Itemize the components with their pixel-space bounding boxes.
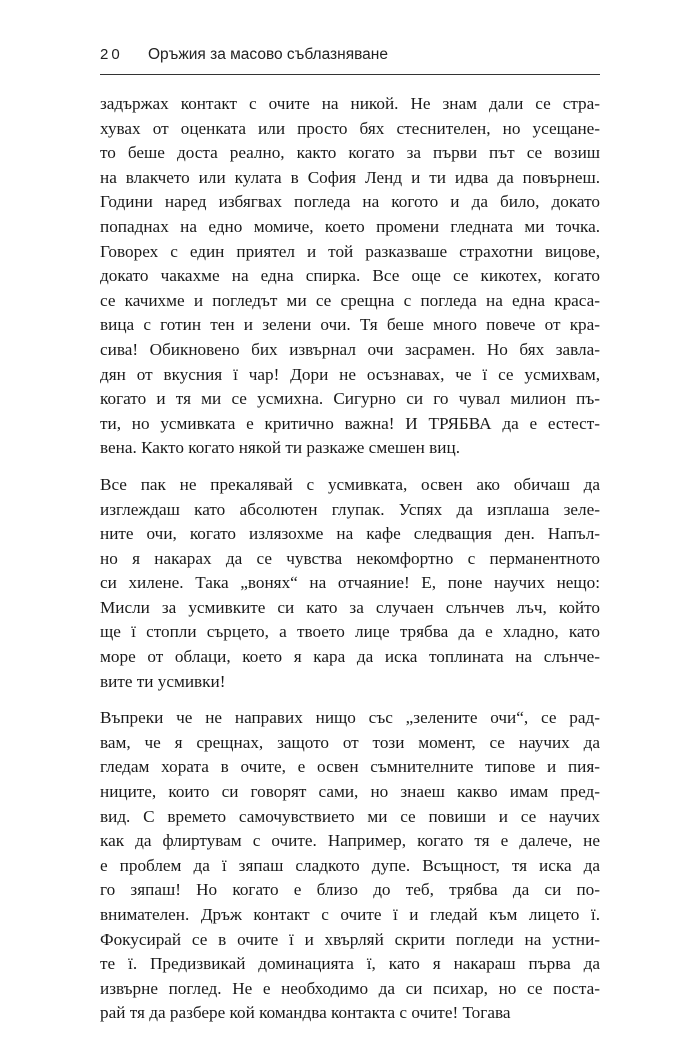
text-line: хувах от оценката или просто бях стеснителен, но усещане-	[100, 118, 600, 138]
text-line: ните очи, когато излязохме на кафе следващия ден. Напъл-	[100, 524, 600, 544]
text-line: извърне поглед. Не е необходимо да си психар, но се поста-	[100, 978, 600, 998]
paragraph	[100, 92, 600, 461]
text-line: ще ї стопли сърцето, а твоето лице трябва да е хладно, като	[100, 622, 600, 642]
text-line: вена. Както когато някой ти разкаже смешен виц.	[100, 438, 460, 458]
text-line: Все пак не прекалявай с усмивката, освен ако обичаш да	[100, 474, 600, 494]
text-line: си хилене. Така „вонях“ на отчаяние! Е, поне научих нещо:	[100, 573, 600, 593]
paragraph	[100, 706, 600, 1026]
paragraph	[100, 473, 600, 694]
text-line: го зяпаш! Но когато е близо до теб, трябва да си по-	[100, 880, 600, 900]
text-line: вица с готин тен и зелени очи. Тя беше много повече от кра-	[100, 315, 600, 335]
page-number: 20	[100, 46, 123, 63]
text-line: вам, че я срещнах, защото от този момент, се научих да	[100, 732, 600, 752]
text-line: Мисли за усмивките си като за случаен слънчев лъч, който	[100, 597, 600, 617]
text-line: гледам хората в очите, е освен съмнителните типове и пия-	[100, 757, 600, 777]
text-line: докато чакахме на една спирка. Все още се кикотех, когато	[100, 266, 600, 286]
running-title: Оръжия за масово съблазняване	[148, 46, 388, 63]
text-line: попаднах на едно момиче, което промени гледната ми точка.	[100, 216, 600, 236]
text-line: изглеждаш като абсолютен глупак. Успях да изплаша зеле-	[100, 499, 600, 519]
text-line: дян от вкусния ї чар! Дори не осъзнавах, че ї се усмихвам,	[100, 364, 600, 384]
text-line: сива! Обикновено бих извърнал очи засрамен. Но бях завла-	[100, 339, 600, 359]
text-line: се качихме и погледът ми се срещна с погледа на една краса-	[100, 290, 600, 310]
text-line: но я накарах да се чувства некомфортно с перманентното	[100, 548, 600, 568]
text-line: внимателен. Дръж контакт с очите ї и гледай към лицето ї.	[100, 905, 600, 924]
text-line: рай тя да разбере кой командва контакта с очите! Тогава	[100, 1003, 511, 1023]
text-line: как да флиртувам с очите. Например, когато тя е далече, не	[100, 831, 600, 851]
page-header	[100, 44, 600, 75]
text-line: на влакчето или кулата в София Ленд и ти идва да повърнеш.	[100, 167, 600, 187]
text-line: море от облаци, което я кара да иска топлината на слънче-	[100, 647, 600, 667]
text-line: когато и тя ми се усмихна. Сигурно си го чувал милион пъ-	[100, 389, 600, 409]
text-line: вид. С времето самочувствието ми се повиши и се научих	[100, 806, 600, 826]
text-line: Въпреки че не направих нищо със „зелените очи“, се рад-	[100, 708, 600, 728]
text-line: Години наред избягвах погледа на когото и да било, докато	[100, 192, 600, 212]
text-line: Фокусирай се в очите ї и хвърляй скрити погледи на устни-	[100, 929, 600, 949]
text-line: то беше доста реално, както когато за първи път се возиш	[100, 143, 600, 163]
text-line: е проблем да ї зяпаш сладкото дупе. Всъщност, тя иска да	[100, 855, 600, 875]
text-line: вите ти усмивки!	[100, 671, 226, 691]
text-line: ниците, които си говорят сами, но знаеш какво имам пред-	[100, 782, 600, 802]
text-line: те ї. Предизвикай доминацията ї, като я накараш първа да	[100, 954, 600, 974]
text-line: задържах контакт с очите на никой. Не знам дали се стра-	[100, 94, 600, 113]
body-text	[100, 92, 600, 1038]
text-line: Говорех с един приятел и той разказваше страхотни вицове,	[100, 241, 600, 261]
text-line: ти, но усмивката е критично важна! И ТРЯБВА да е естест-	[100, 413, 600, 433]
